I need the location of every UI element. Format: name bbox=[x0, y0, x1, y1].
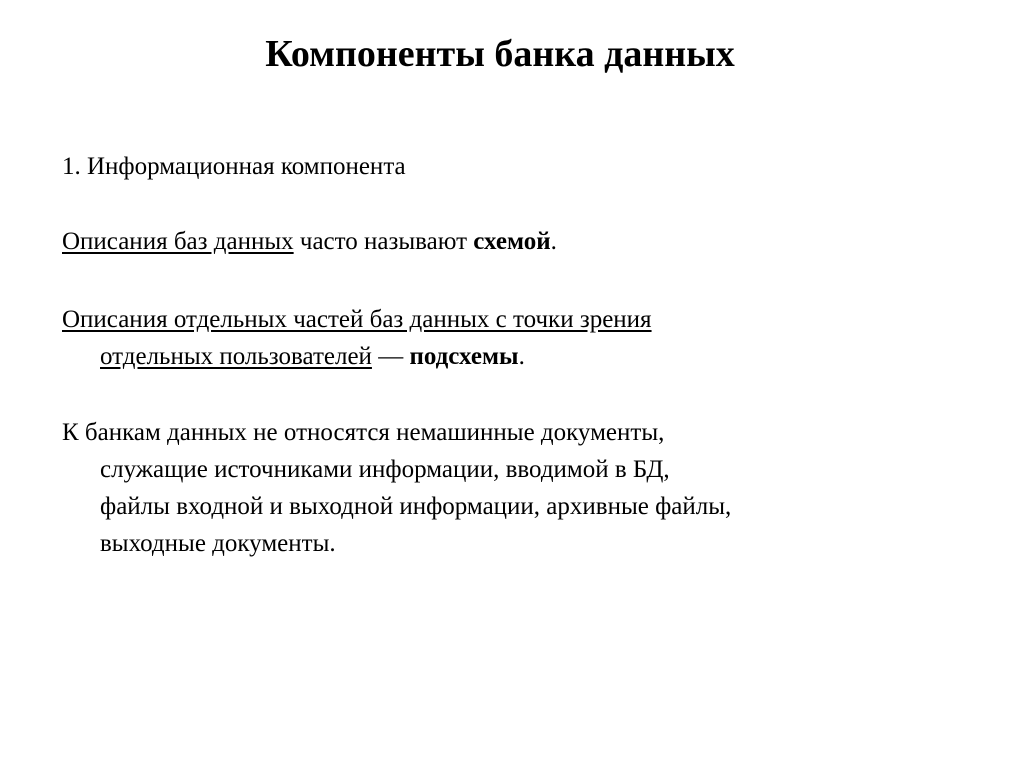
section-heading-text: 1. Информационная компонента bbox=[62, 153, 406, 180]
schema-paragraph bbox=[62, 223, 962, 260]
section-heading bbox=[62, 148, 962, 185]
subschema-line-2 bbox=[62, 338, 962, 375]
subschema-paragraph bbox=[62, 301, 962, 375]
subschema-underlined-text-2: отдельных пользователей bbox=[100, 343, 372, 370]
exclusions-line-1: К банкам данных не относятся немашинные документы, bbox=[62, 419, 665, 446]
schema-line bbox=[62, 223, 962, 260]
exclusions-paragraph bbox=[62, 414, 962, 562]
exclusions-line-4: выходные документы. bbox=[100, 530, 336, 557]
subschema-middle-text: — bbox=[371, 343, 410, 370]
subschema-underlined-text-1: Описания отдельных частей баз данных с точки зрения bbox=[62, 306, 652, 333]
schema-bold-term: схемой bbox=[473, 228, 551, 255]
subschema-line-1 bbox=[62, 301, 962, 338]
exclusions-line-2: служащие источниками информации, вводимой в БД, bbox=[100, 456, 670, 483]
subschema-bold-term: подсхемы bbox=[409, 343, 519, 370]
subschema-end-text: . bbox=[518, 343, 525, 370]
exclusions-line-3: файлы входной и выходной информации, архивные файлы, bbox=[100, 493, 732, 520]
slide-title: Компоненты банка данных bbox=[265, 33, 735, 75]
schema-underlined-text: Описания баз данных bbox=[62, 228, 294, 255]
schema-end-text: . bbox=[550, 228, 557, 255]
schema-middle-text: часто называют bbox=[293, 228, 474, 255]
